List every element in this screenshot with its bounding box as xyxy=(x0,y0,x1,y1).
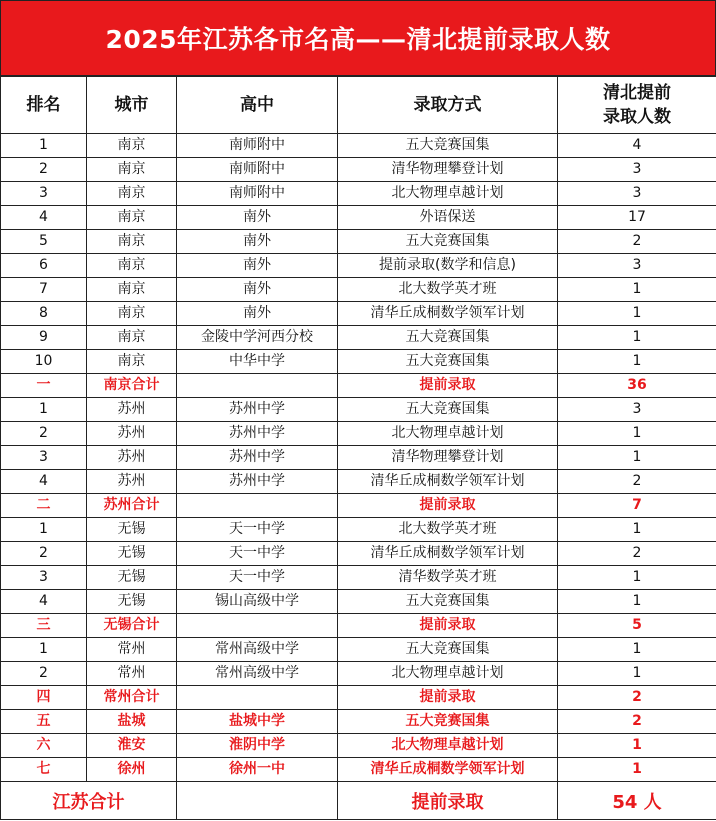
cell-school xyxy=(177,614,338,638)
table-row xyxy=(1,230,716,254)
cell-rank: 2 xyxy=(1,422,87,446)
cell-rank: 二 xyxy=(1,494,87,518)
cell-count: 1 xyxy=(558,638,716,662)
cell-method: 清华物理攀登计划 xyxy=(338,446,558,470)
subtotal-row xyxy=(1,494,716,518)
cell-city: 盐城 xyxy=(87,710,177,734)
cell-school: 南外 xyxy=(177,278,338,302)
table-row xyxy=(1,326,716,350)
cell-rank: 3 xyxy=(1,566,87,590)
cell-school: 中华中学 xyxy=(177,350,338,374)
cell-school: 锡山高级中学 xyxy=(177,590,338,614)
cell-count: 2 xyxy=(558,230,716,254)
cell-count: 2 xyxy=(558,710,716,734)
cell-rank: 2 xyxy=(1,158,87,182)
cell-city: 无锡 xyxy=(87,542,177,566)
table-row xyxy=(1,398,716,422)
cell-method: 北大数学英才班 xyxy=(338,278,558,302)
cell-rank: 3 xyxy=(1,182,87,206)
cell-school: 南外 xyxy=(177,230,338,254)
cell-method: 提前录取 xyxy=(338,686,558,710)
cell-rank: 2 xyxy=(1,542,87,566)
cell-school: 天一中学 xyxy=(177,542,338,566)
cell-school: 南师附中 xyxy=(177,158,338,182)
cell-count: 3 xyxy=(558,254,716,278)
cell-rank: 六 xyxy=(1,734,87,758)
cell-city: 苏州 xyxy=(87,398,177,422)
header-count xyxy=(558,77,716,134)
cell-city: 无锡 xyxy=(87,566,177,590)
cell-count: 7 xyxy=(558,494,716,518)
cell-city: 苏州合计 xyxy=(87,494,177,518)
cell-school: 天一中学 xyxy=(177,518,338,542)
cell-method: 清华丘成桐数学领军计划 xyxy=(338,542,558,566)
total-label: 江苏合计 xyxy=(1,782,177,820)
subtotal-row xyxy=(1,758,716,782)
cell-count: 3 xyxy=(558,398,716,422)
cell-count: 1 xyxy=(558,278,716,302)
header-count-line2: 录取人数 xyxy=(603,107,671,127)
cell-rank: 1 xyxy=(1,638,87,662)
cell-school: 南师附中 xyxy=(177,182,338,206)
cell-method: 五大竞赛国集 xyxy=(338,590,558,614)
cell-count: 3 xyxy=(558,158,716,182)
table-row xyxy=(1,206,716,230)
subtotal-row xyxy=(1,614,716,638)
cell-method: 北大数学英才班 xyxy=(338,518,558,542)
header-school: 高中 xyxy=(177,77,338,134)
cell-city: 南京 xyxy=(87,326,177,350)
cell-count: 1 xyxy=(558,446,716,470)
cell-rank: 7 xyxy=(1,278,87,302)
cell-rank: 五 xyxy=(1,710,87,734)
cell-method: 北大物理卓越计划 xyxy=(338,182,558,206)
cell-rank: 4 xyxy=(1,470,87,494)
cell-city: 南京 xyxy=(87,254,177,278)
cell-method: 北大物理卓越计划 xyxy=(338,422,558,446)
cell-rank: 3 xyxy=(1,446,87,470)
cell-city: 南京 xyxy=(87,350,177,374)
cell-rank: 4 xyxy=(1,590,87,614)
header-count-line1: 清北提前 xyxy=(603,83,671,103)
cell-city: 苏州 xyxy=(87,446,177,470)
cell-city: 常州 xyxy=(87,638,177,662)
cell-city: 苏州 xyxy=(87,422,177,446)
cell-method: 清华丘成桐数学领军计划 xyxy=(338,470,558,494)
header-city: 城市 xyxy=(87,77,177,134)
cell-school: 淮阴中学 xyxy=(177,734,338,758)
table-row xyxy=(1,302,716,326)
cell-rank: 1 xyxy=(1,398,87,422)
cell-school xyxy=(177,686,338,710)
subtotal-row xyxy=(1,374,716,398)
cell-city: 南京 xyxy=(87,278,177,302)
cell-method: 提前录取(数学和信息) xyxy=(338,254,558,278)
cell-city: 常州合计 xyxy=(87,686,177,710)
subtotal-row xyxy=(1,686,716,710)
cell-rank: 1 xyxy=(1,134,87,158)
cell-rank: 1 xyxy=(1,518,87,542)
header-row xyxy=(1,77,716,134)
cell-method: 五大竞赛国集 xyxy=(338,638,558,662)
cell-city: 南京合计 xyxy=(87,374,177,398)
cell-count: 2 xyxy=(558,542,716,566)
table-row xyxy=(1,254,716,278)
cell-method: 五大竞赛国集 xyxy=(338,710,558,734)
cell-school: 苏州中学 xyxy=(177,470,338,494)
cell-count: 5 xyxy=(558,614,716,638)
table-row xyxy=(1,158,716,182)
cell-rank: 一 xyxy=(1,374,87,398)
cell-rank: 2 xyxy=(1,662,87,686)
table-row xyxy=(1,542,716,566)
cell-method: 北大物理卓越计划 xyxy=(338,662,558,686)
cell-method: 五大竞赛国集 xyxy=(338,326,558,350)
cell-rank: 6 xyxy=(1,254,87,278)
cell-count: 3 xyxy=(558,182,716,206)
cell-school: 徐州一中 xyxy=(177,758,338,782)
header-method: 录取方式 xyxy=(338,77,558,134)
cell-school: 常州高级中学 xyxy=(177,638,338,662)
cell-school: 盐城中学 xyxy=(177,710,338,734)
cell-method: 提前录取 xyxy=(338,374,558,398)
cell-school: 苏州中学 xyxy=(177,398,338,422)
table-row xyxy=(1,182,716,206)
cell-rank: 四 xyxy=(1,686,87,710)
cell-city: 徐州 xyxy=(87,758,177,782)
cell-rank: 三 xyxy=(1,614,87,638)
cell-count: 1 xyxy=(558,302,716,326)
cell-method: 提前录取 xyxy=(338,614,558,638)
table-row xyxy=(1,662,716,686)
cell-rank: 4 xyxy=(1,206,87,230)
table-row xyxy=(1,566,716,590)
cell-count: 36 xyxy=(558,374,716,398)
cell-school xyxy=(177,494,338,518)
cell-city: 无锡 xyxy=(87,518,177,542)
cell-method: 五大竞赛国集 xyxy=(338,398,558,422)
cell-method: 提前录取 xyxy=(338,494,558,518)
cell-school: 苏州中学 xyxy=(177,446,338,470)
cell-rank: 5 xyxy=(1,230,87,254)
cell-count: 1 xyxy=(558,758,716,782)
table-row xyxy=(1,590,716,614)
table-body xyxy=(1,134,716,782)
cell-count: 1 xyxy=(558,566,716,590)
cell-count: 1 xyxy=(558,662,716,686)
cell-school: 金陵中学河西分校 xyxy=(177,326,338,350)
table-row xyxy=(1,134,716,158)
cell-count: 2 xyxy=(558,470,716,494)
cell-count: 1 xyxy=(558,590,716,614)
cell-rank: 10 xyxy=(1,350,87,374)
header-rank: 排名 xyxy=(1,77,87,134)
cell-city: 淮安 xyxy=(87,734,177,758)
table-row xyxy=(1,278,716,302)
table-row xyxy=(1,422,716,446)
table-row xyxy=(1,446,716,470)
cell-city: 无锡 xyxy=(87,590,177,614)
cell-school: 南外 xyxy=(177,254,338,278)
cell-method: 外语保送 xyxy=(338,206,558,230)
cell-school: 苏州中学 xyxy=(177,422,338,446)
cell-rank: 9 xyxy=(1,326,87,350)
subtotal-row xyxy=(1,734,716,758)
cell-city: 苏州 xyxy=(87,470,177,494)
cell-school: 常州高级中学 xyxy=(177,662,338,686)
cell-count: 2 xyxy=(558,686,716,710)
cell-method: 清华数学英才班 xyxy=(338,566,558,590)
table-row xyxy=(1,638,716,662)
cell-city: 南京 xyxy=(87,158,177,182)
total-school xyxy=(177,782,338,820)
cell-city: 南京 xyxy=(87,134,177,158)
cell-count: 1 xyxy=(558,734,716,758)
cell-count: 4 xyxy=(558,134,716,158)
total-count: 54 人 xyxy=(558,782,716,820)
cell-method: 五大竞赛国集 xyxy=(338,134,558,158)
cell-method: 五大竞赛国集 xyxy=(338,350,558,374)
cell-count: 1 xyxy=(558,350,716,374)
cell-city: 常州 xyxy=(87,662,177,686)
table-row xyxy=(1,518,716,542)
cell-method: 清华丘成桐数学领军计划 xyxy=(338,302,558,326)
total-row xyxy=(1,782,716,820)
cell-city: 无锡合计 xyxy=(87,614,177,638)
cell-city: 南京 xyxy=(87,206,177,230)
cell-city: 南京 xyxy=(87,182,177,206)
cell-rank: 8 xyxy=(1,302,87,326)
cell-school: 南师附中 xyxy=(177,134,338,158)
cell-school: 南外 xyxy=(177,302,338,326)
cell-method: 清华物理攀登计划 xyxy=(338,158,558,182)
cell-rank: 七 xyxy=(1,758,87,782)
table-row xyxy=(1,470,716,494)
cell-count: 1 xyxy=(558,326,716,350)
total-method: 提前录取 xyxy=(338,782,558,820)
cell-school xyxy=(177,374,338,398)
table-row xyxy=(1,350,716,374)
cell-city: 南京 xyxy=(87,302,177,326)
cell-count: 1 xyxy=(558,422,716,446)
cell-count: 1 xyxy=(558,518,716,542)
cell-school: 南外 xyxy=(177,206,338,230)
cell-count: 17 xyxy=(558,206,716,230)
cell-method: 清华丘成桐数学领军计划 xyxy=(338,758,558,782)
subtotal-row xyxy=(1,710,716,734)
cell-city: 南京 xyxy=(87,230,177,254)
cell-school: 天一中学 xyxy=(177,566,338,590)
cell-method: 北大物理卓越计划 xyxy=(338,734,558,758)
table-title: 2025年江苏各市名高——清北提前录取人数 xyxy=(0,0,716,76)
cell-method: 五大竞赛国集 xyxy=(338,230,558,254)
admission-table xyxy=(0,76,716,820)
